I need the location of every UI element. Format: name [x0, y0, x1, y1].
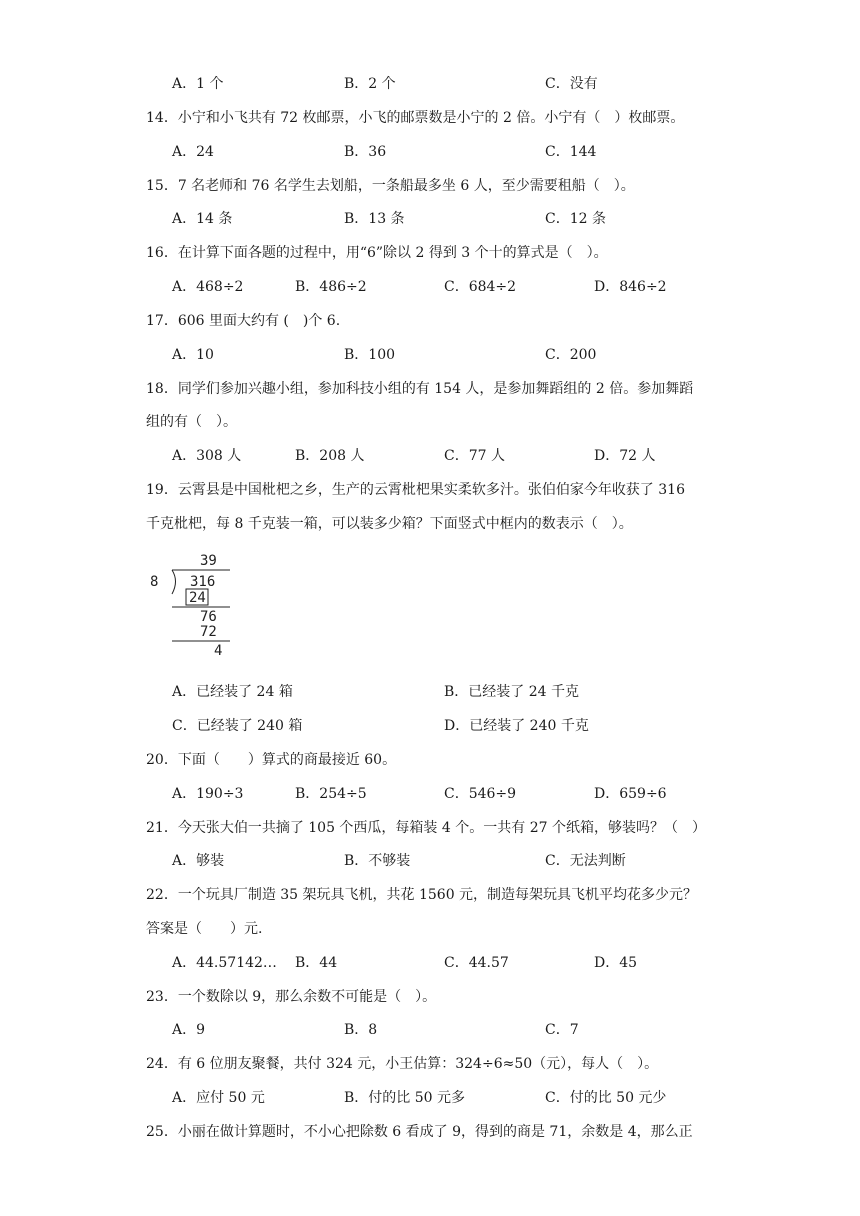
q21-option-a[interactable]: A．够装: [172, 853, 225, 869]
q18-option-a[interactable]: A．308 人: [172, 448, 242, 464]
q23-option-c[interactable]: C．7: [545, 1022, 579, 1038]
q14-stem: 14．小宁和小飞共有 72 枚邮票，小飞的邮票数是小宁的 2 倍。小宁有（ ）枚邮票。: [146, 110, 685, 126]
q18-stem-line2: 组的有（ ）。: [146, 414, 237, 430]
q18-option-d[interactable]: D．72 人: [594, 448, 656, 464]
division-dividend: 316: [190, 574, 216, 590]
q13-option-c[interactable]: C．没有: [545, 76, 598, 92]
q20-option-b[interactable]: B．254÷5: [295, 786, 367, 802]
q22-option-c[interactable]: C．44.57: [444, 955, 509, 971]
q22-stem-line1: 22．一个玩具厂制造 35 架玩具飞机，共花 1560 元，制造每架玩具飞机平均花多少元？: [146, 887, 698, 903]
q15-option-b[interactable]: B．13 条: [344, 211, 405, 227]
q21-stem: 21．今天张大伯一共摘了 105 个西瓜，每箱装 4 个。一共有 27 个纸箱，够装吗？（ ）: [146, 820, 706, 836]
q16-option-c[interactable]: C．684÷2: [444, 279, 517, 295]
q21-option-b[interactable]: B．不够装: [344, 853, 411, 869]
division-quotient: 39: [200, 553, 217, 569]
division-bracket: [172, 570, 176, 594]
q23-option-a[interactable]: A．9: [172, 1022, 206, 1038]
q24-option-b[interactable]: B．付的比 50 元多: [344, 1090, 466, 1106]
q24-stem: 24．有 6 位朋友聚餐，共付 324 元，小王估算：324÷6≈50（元），每人（ ）。: [146, 1056, 659, 1072]
q20-option-a[interactable]: A．190÷3: [172, 786, 244, 802]
division-remainder: 4: [214, 643, 223, 658]
q23-option-b[interactable]: B．8: [344, 1022, 378, 1038]
q24-option-a[interactable]: A．应付 50 元: [172, 1090, 265, 1106]
q22-option-b[interactable]: B．44: [295, 955, 338, 971]
long-division-figure: [146, 548, 246, 658]
q16-stem: 16．在计算下面各题的过程中，用“6”除以 2 得到 3 个十的算式是（ ）。: [146, 245, 608, 261]
q21-option-c[interactable]: C．无法判断: [545, 853, 626, 869]
q13-option-b[interactable]: B．2 个: [344, 76, 396, 92]
q25-stem: 25．小丽在做计算题时，不小心把除数 6 看成了 9，得到的商是 71，余数是 4，那么正: [146, 1124, 693, 1140]
q19-option-d[interactable]: D．已经装了 240 千克: [444, 718, 589, 734]
q20-stem: 20．下面（ ）算式的商最接近 60。: [146, 752, 397, 768]
q14-option-c[interactable]: C．144: [545, 144, 597, 160]
division-step2: 76: [200, 609, 217, 625]
q16-option-d[interactable]: D．846÷2: [594, 279, 667, 295]
division-boxed-number: 24: [189, 590, 206, 606]
q20-option-d[interactable]: D．659÷6: [594, 786, 667, 802]
q14-option-a[interactable]: A．24: [172, 144, 214, 160]
q22-option-a[interactable]: A．44.57142…: [172, 955, 277, 971]
q19-option-b[interactable]: B．已经装了 24 千克: [444, 684, 580, 700]
q19-stem-line1: 19．云霄县是中国枇杷之乡，生产的云霄枇杷果实柔软多汁。张伯伯家今年收获了 316: [146, 482, 685, 498]
division-step3: 72: [200, 624, 217, 640]
q17-option-c[interactable]: C．200: [545, 347, 597, 363]
q22-stem-line2: 答案是（ ）元.: [146, 921, 263, 937]
q13-option-a[interactable]: A．1 个: [172, 76, 224, 92]
q14-option-b[interactable]: B．36: [344, 144, 387, 160]
q18-stem-line1: 18．同学们参加兴趣小组，参加科技小组的有 154 人，是参加舞蹈组的 2 倍。参加舞蹈: [146, 381, 694, 397]
q15-option-a[interactable]: A．14 条: [172, 211, 233, 227]
q23-stem: 23．一个数除以 9，那么余数不可能是（ ）。: [146, 989, 437, 1005]
q15-option-c[interactable]: C．12 条: [545, 211, 606, 227]
q20-option-c[interactable]: C．546÷9: [444, 786, 517, 802]
q17-option-a[interactable]: A．10: [172, 347, 214, 363]
q17-option-b[interactable]: B．100: [344, 347, 396, 363]
q17-stem: 17．606 里面大约有 ( )个 6.: [146, 313, 341, 329]
q19-stem-line2: 千克枇杷，每 8 千克装一箱，可以装多少箱？下面竖式中框内的数表示（ ）。: [146, 516, 633, 532]
q24-option-c[interactable]: C．付的比 50 元少: [545, 1090, 667, 1106]
q16-option-b[interactable]: B．486÷2: [295, 279, 367, 295]
q18-option-b[interactable]: B．208 人: [295, 448, 365, 464]
q22-option-d[interactable]: D．45: [594, 955, 638, 971]
q18-option-c[interactable]: C．77 人: [444, 448, 505, 464]
division-divisor: 8: [150, 574, 159, 590]
q19-option-c[interactable]: C．已经装了 240 箱: [172, 718, 303, 734]
q16-option-a[interactable]: A．468÷2: [172, 279, 244, 295]
q19-option-a[interactable]: A．已经装了 24 箱: [172, 684, 293, 700]
q15-stem: 15．7 名老师和 76 名学生去划船，一条船最多坐 6 人，至少需要租船（ ）。: [146, 178, 635, 194]
